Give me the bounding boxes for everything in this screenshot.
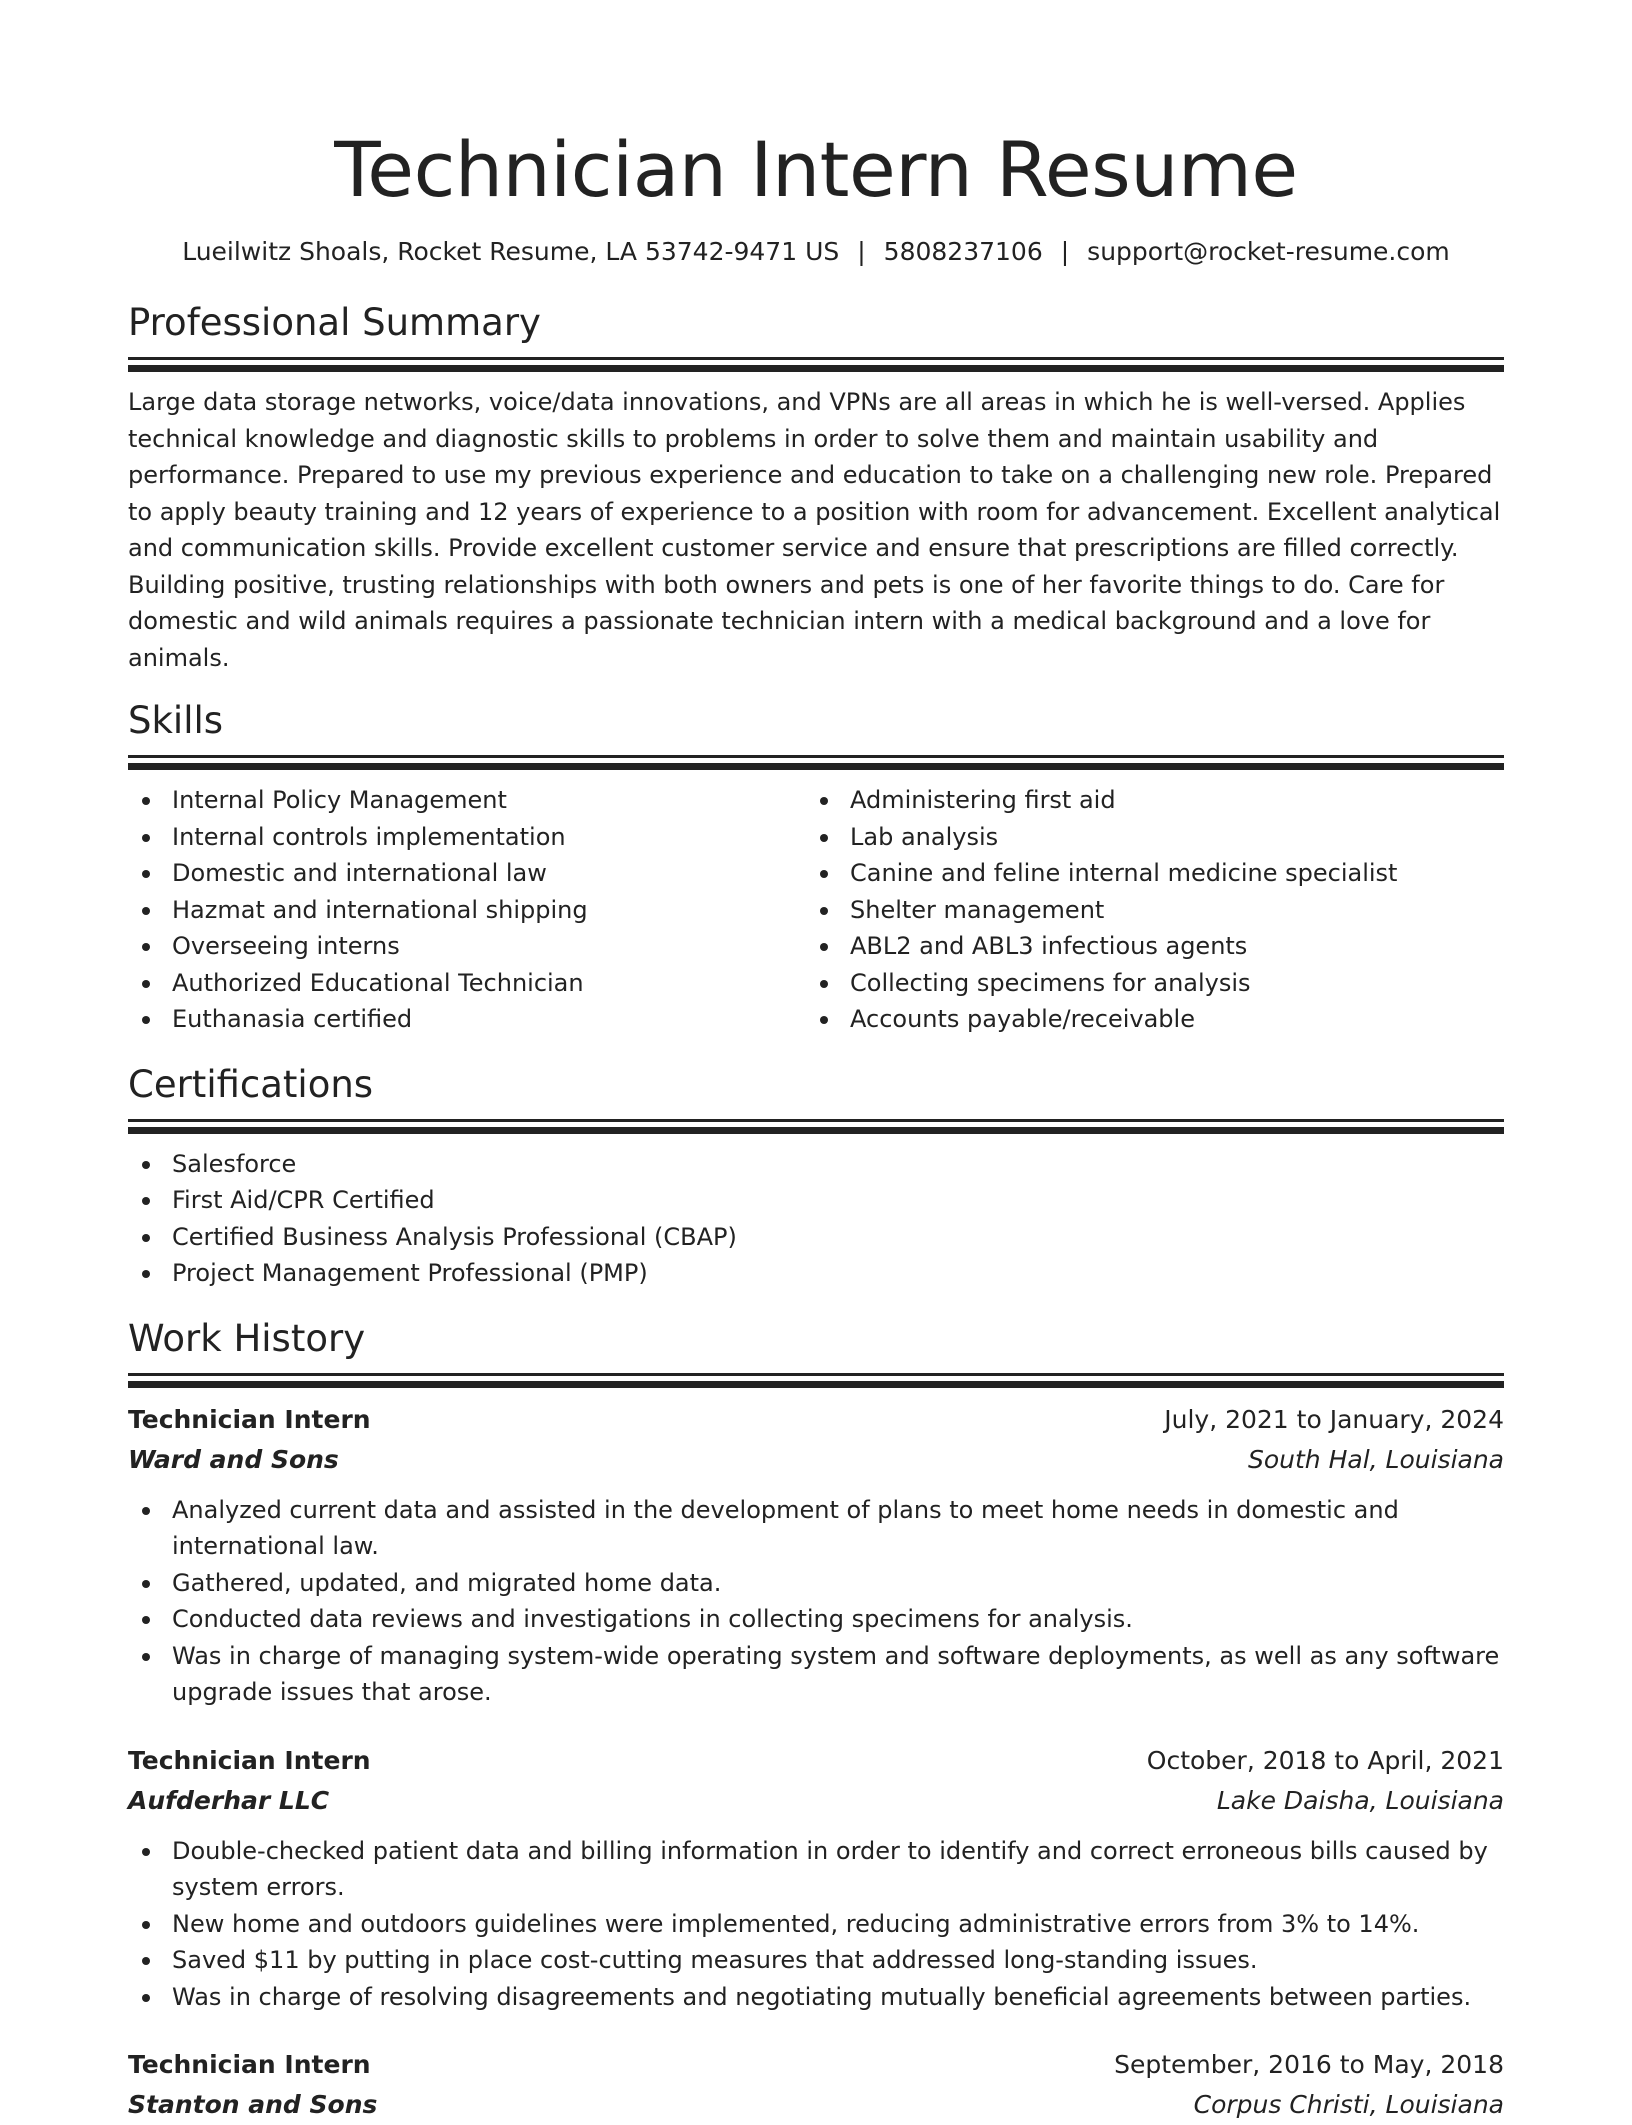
skill-item: Internal controls implementation xyxy=(128,819,806,856)
certification-item: First Aid/CPR Certified xyxy=(128,1182,1504,1219)
skill-item: Euthanasia certified xyxy=(128,1001,806,1038)
job-bullet: Conducted data reviews and investigations in collecting specimens for analysis. xyxy=(128,1601,1504,1638)
job-location: Lake Daisha, Louisiana xyxy=(1217,1781,1504,1821)
skills-list-left xyxy=(128,782,806,1038)
job-entry xyxy=(128,1741,1504,2016)
contact-phone: 5808237106 xyxy=(884,237,1043,266)
skill-item: Hazmat and international shipping xyxy=(128,892,806,929)
job-title: Technician Intern xyxy=(128,1400,371,1440)
skill-item: Shelter management xyxy=(806,892,1484,929)
certifications-list xyxy=(128,1146,1504,1292)
section-heading-skills: Skills xyxy=(128,696,1504,746)
contact-line xyxy=(128,234,1504,270)
skill-item: Domestic and international law xyxy=(128,855,806,892)
job-header xyxy=(128,2045,1504,2085)
summary-section xyxy=(128,298,1504,676)
section-divider xyxy=(128,357,1504,360)
contact-address: Lueilwitz Shoals, Rocket Resume, LA 53742-9471 US xyxy=(182,237,839,266)
section-divider-thick xyxy=(128,365,1504,372)
certification-item: Certified Business Analysis Professional (CBAP) xyxy=(128,1219,1504,1256)
job-dates: July, 2021 to January, 2024 xyxy=(1164,1400,1504,1440)
section-divider xyxy=(128,1373,1504,1376)
job-subheader xyxy=(128,1781,1504,1821)
skill-item: Internal Policy Management xyxy=(128,782,806,819)
skill-item: Administering first aid xyxy=(806,782,1484,819)
job-location: Corpus Christi, Louisiana xyxy=(1194,2085,1504,2125)
job-bullet: Saved $11 by putting in place cost-cutting measures that addressed long-standing issues. xyxy=(128,1942,1504,1979)
skill-item: Canine and feline internal medicine specialist xyxy=(806,855,1484,892)
skill-item: Accounts payable/receivable xyxy=(806,1001,1484,1038)
job-entry xyxy=(128,1400,1504,1711)
job-bullet: Was in charge of resolving disagreements and negotiating mutually beneficial agreements between parties. xyxy=(128,1979,1504,2016)
job-location: South Hal, Louisiana xyxy=(1248,1440,1504,1480)
job-bullet: New home and outdoors guidelines were implemented, reducing administrative errors from 3% to 14%. xyxy=(128,1906,1504,1943)
contact-separator: | xyxy=(1061,234,1069,270)
contact-separator: | xyxy=(857,234,865,270)
job-subheader xyxy=(128,1440,1504,1480)
skills-list-right xyxy=(806,782,1484,1038)
summary-text: Large data storage networks, voice/data innovations, and VPNs are all areas in which he is well-versed. Applies technical knowledge and diagnostic skills to problems in order to solve them and maintain usability and performance. Prepared to use my previous experience and education to take on a challenging new role. Prepared to apply beauty training and 12 years of experience to a position with room for advancement. Excellent analytical and communication skills. Provide excellent customer service and ensure that prescriptions are filled correctly. Building positive, trusting relationships with both owners and pets is one of her favorite things to do. Care for domestic and wild animals requires a passionate technician intern with a medical background and a love for animals. xyxy=(128,384,1504,676)
work-history-section xyxy=(128,1314,1504,2125)
job-bullet: Analyzed current data and assisted in the development of plans to meet home needs in domestic and international law. xyxy=(128,1492,1504,1565)
job-bullet: Was in charge of managing system-wide operating system and software deployments, as well as any software upgrade issues that arose. xyxy=(128,1638,1504,1711)
skill-item: Collecting specimens for analysis xyxy=(806,965,1484,1002)
job-company: Aufderhar LLC xyxy=(128,1781,329,1821)
job-bullets xyxy=(128,1492,1504,1711)
skill-item: Overseeing interns xyxy=(128,928,806,965)
job-dates: October, 2018 to April, 2021 xyxy=(1147,1741,1504,1781)
job-bullet: Gathered, updated, and migrated home data. xyxy=(128,1565,1504,1602)
skills-section xyxy=(128,696,1504,1038)
section-divider-thick xyxy=(128,1127,1504,1134)
section-heading-certifications: Certifications xyxy=(128,1060,1504,1110)
job-title: Technician Intern xyxy=(128,1741,371,1781)
job-bullet: Double-checked patient data and billing information in order to identify and correct erroneous bills caused by system errors. xyxy=(128,1833,1504,1906)
job-bullets xyxy=(128,1833,1504,2016)
skill-item: ABL2 and ABL3 infectious agents xyxy=(806,928,1484,965)
skill-item: Lab analysis xyxy=(806,819,1484,856)
contact-email: support@rocket-resume.com xyxy=(1087,237,1450,266)
section-heading-summary: Professional Summary xyxy=(128,298,1504,348)
section-heading-work-history: Work History xyxy=(128,1314,1504,1364)
certifications-section xyxy=(128,1060,1504,1292)
job-header xyxy=(128,1400,1504,1440)
job-title: Technician Intern xyxy=(128,2045,371,2085)
skill-item: Authorized Educational Technician xyxy=(128,965,806,1002)
section-divider-thick xyxy=(128,763,1504,770)
section-divider-thick xyxy=(128,1381,1504,1388)
section-divider xyxy=(128,755,1504,758)
job-subheader xyxy=(128,2085,1504,2125)
certification-item: Project Management Professional (PMP) xyxy=(128,1255,1504,1292)
job-company: Ward and Sons xyxy=(128,1440,339,1480)
job-header xyxy=(128,1741,1504,1781)
job-dates: September, 2016 to May, 2018 xyxy=(1114,2045,1504,2085)
resume-page xyxy=(128,0,1504,2125)
section-divider xyxy=(128,1119,1504,1122)
certification-item: Salesforce xyxy=(128,1146,1504,1183)
job-company: Stanton and Sons xyxy=(128,2085,377,2125)
job-entry xyxy=(128,2045,1504,2125)
resume-title: Technician Intern Resume xyxy=(128,120,1504,220)
skills-columns xyxy=(128,782,1504,1038)
